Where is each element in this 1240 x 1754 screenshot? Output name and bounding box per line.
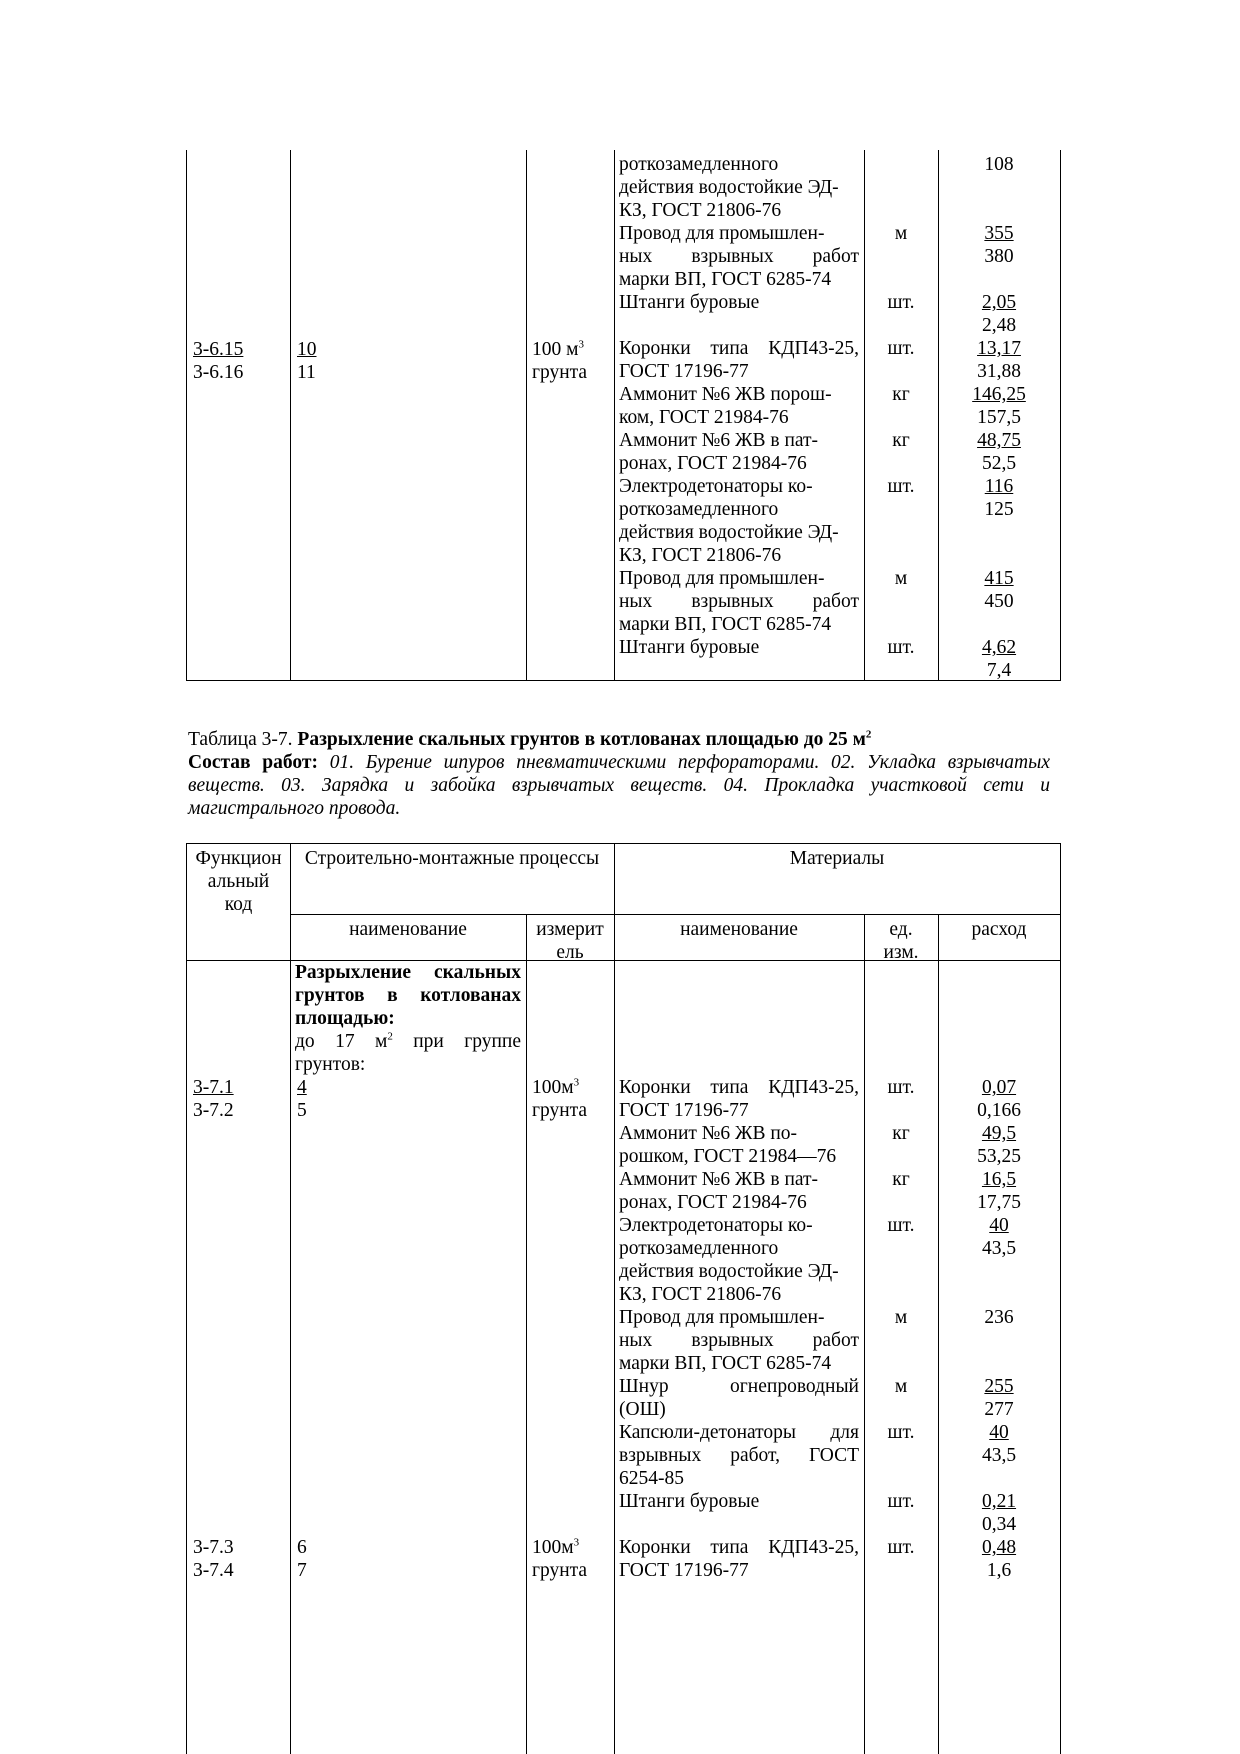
- measure-value: 100 м: [532, 339, 579, 360]
- work-text: 01. Бурение шпуров пневматическими перфораторами. 02. Укладка взрывчатых веществ. 03. Зарядка и забойка взрывчатых веществ. 04. Прокладка участковой сети и магистрального провода.: [188, 752, 1050, 819]
- process-denominator: 5: [297, 1100, 307, 1121]
- unit-cell: м: [894, 1307, 908, 1328]
- material-name-line: Провод для промышлен-: [619, 1307, 825, 1328]
- material-name-line: роткозамедленного: [619, 499, 779, 520]
- consumption-denominator: 2,48: [981, 315, 1017, 336]
- consumption-denominator: 125: [984, 499, 1014, 520]
- functional-code-cell: [193, 1536, 234, 1582]
- header-text: Функцион: [195, 848, 282, 869]
- section-subtitle-line: грунтов:: [295, 1054, 366, 1075]
- consumption-cell: [938, 636, 1060, 682]
- subtitle-pre: до 17 м: [295, 1031, 388, 1052]
- measure-value: 100м: [532, 1537, 574, 1558]
- header-rule: [290, 914, 1060, 915]
- material-name-cell: [619, 1306, 859, 1375]
- caption-title-sup: 2: [865, 728, 872, 741]
- consumption-numerator: 4,62: [981, 637, 1017, 658]
- material-name-cell: [619, 383, 859, 429]
- material-name-cell: [619, 1122, 859, 1168]
- material-name-line: ГОСТ 17196-77: [619, 361, 749, 382]
- material-name-cell: [619, 1076, 859, 1122]
- material-name-cell: [619, 429, 859, 475]
- material-name-line: действия водостойкие ЭД-: [619, 1261, 839, 1282]
- material-name-line: Штанги буровые: [619, 637, 760, 658]
- measure-unit-cell: [532, 338, 587, 384]
- consumption-cell: [938, 1306, 1060, 1329]
- consumption-denominator: 53,25: [977, 1146, 1021, 1167]
- material-name-line: Аммонит №6 ЖВ по-: [619, 1123, 798, 1144]
- material-name-line: КЗ, ГОСТ 21806-76: [619, 200, 782, 221]
- consumption-denominator: 1,6: [986, 1560, 1012, 1581]
- material-name-line: Аммонит №6 ЖВ порош-: [619, 384, 832, 405]
- unit-cell: кг: [892, 430, 910, 451]
- consumption-cell: [938, 1375, 1060, 1421]
- unit-cell: м: [894, 223, 908, 244]
- consumption-numerator: 40: [989, 1215, 1009, 1236]
- unit-cell: шт.: [887, 1537, 915, 1558]
- code-denominator: 3-7.4: [193, 1560, 234, 1581]
- measure-sup: 3: [573, 1076, 580, 1089]
- material-name-line: действия водостойкие ЭД-: [619, 177, 839, 198]
- process-numerator: 10: [297, 339, 317, 360]
- consumption-numerator: 0,07: [981, 1077, 1017, 1098]
- consumption-denominator: 31,88: [977, 361, 1021, 382]
- material-name-line: ронах, ГОСТ 21984-76: [619, 1192, 807, 1213]
- consumption-denominator: 43,5: [981, 1238, 1017, 1259]
- unit-cell: кг: [892, 384, 910, 405]
- material-name-line: Аммонит №6 ЖВ в пат-: [619, 1169, 819, 1190]
- material-name-line: ГОСТ 17196-77: [619, 1100, 749, 1121]
- material-name-line: ком, ГОСТ 21984-76: [619, 407, 789, 428]
- material-name-cell: [619, 222, 859, 291]
- material-name-cell: [619, 1490, 859, 1513]
- consumption-denominator: 277: [984, 1399, 1014, 1420]
- code-denominator: 3-6.16: [193, 362, 244, 383]
- consumption-numerator: 40: [989, 1422, 1009, 1443]
- unit-cell: шт.: [887, 1422, 915, 1443]
- consumption-cell: [938, 1168, 1060, 1214]
- table-caption: [188, 728, 1050, 820]
- measure-sup: 3: [573, 1536, 580, 1549]
- consumption-numerator: 0,21: [981, 1491, 1017, 1512]
- measure-value: 100м: [532, 1077, 574, 1098]
- column-divider: [614, 150, 615, 680]
- unit-cell: шт.: [887, 1215, 915, 1236]
- consumption-denominator: 7,4: [986, 660, 1012, 681]
- consumption-denominator: 52,5: [981, 453, 1017, 474]
- work-label: Состав работ:: [188, 752, 318, 773]
- column-divider: [526, 914, 527, 1754]
- consumption-numerator: 415: [984, 568, 1014, 589]
- consumption-numerator: 355: [984, 223, 1014, 244]
- material-name-cell: [619, 1375, 859, 1421]
- process-numerator: 6: [297, 1537, 307, 1558]
- material-name-line: роткозамедленного: [619, 154, 779, 175]
- process-number-cell: [297, 338, 317, 384]
- consumption-numerator: 48,75: [977, 430, 1021, 451]
- consumption-cell: [938, 153, 1060, 176]
- material-name-line: Аммонит №6 ЖВ в пат-: [619, 430, 819, 451]
- material-name-line: Провод для промышлен-: [619, 223, 825, 244]
- unit-cell: шт.: [887, 338, 915, 359]
- subtitle-post: при группе: [392, 1031, 521, 1052]
- material-name-line: ных взрывных работ: [619, 246, 859, 267]
- header-consumption: расход: [971, 919, 1027, 940]
- material-name-cell: [619, 291, 859, 314]
- material-name-line: ных взрывных работ: [619, 1330, 859, 1351]
- norms-table-3-7: [186, 843, 1061, 1754]
- material-name-line: марки ВП, ГОСТ 6285-74: [619, 614, 832, 635]
- header-unit: [864, 918, 938, 964]
- header-text: ель: [556, 942, 584, 963]
- caption-prefix: Таблица 3-7.: [188, 729, 298, 750]
- consumption-denominator: 157,5: [977, 407, 1021, 428]
- material-name-cell: [619, 1421, 859, 1490]
- section-subtitle-line: [295, 1030, 521, 1053]
- unit-cell: шт.: [887, 1491, 915, 1512]
- material-name-cell: [619, 1168, 859, 1214]
- consumption-numerator: 108: [984, 154, 1014, 175]
- material-name-line: Капсюли-детонаторы для: [619, 1422, 859, 1443]
- material-name-cell: [619, 337, 859, 383]
- code-numerator: 3-7.3: [193, 1537, 234, 1558]
- material-name-line: взрывных работ, ГОСТ: [619, 1445, 859, 1466]
- functional-code-cell: [193, 1076, 234, 1122]
- caption-title-line: [188, 728, 1050, 751]
- consumption-cell: [938, 383, 1060, 429]
- process-numerator: 4: [297, 1077, 307, 1098]
- column-divider: [290, 844, 291, 1754]
- consumption-numerator: 49,5: [981, 1123, 1017, 1144]
- consumption-cell: [938, 1536, 1060, 1582]
- material-name-cell: [619, 153, 859, 222]
- material-name-line: Электродетонаторы ко-: [619, 1215, 813, 1236]
- unit-cell: м: [894, 1376, 908, 1397]
- column-divider: [938, 914, 939, 1754]
- unit-cell: шт.: [887, 637, 915, 658]
- header-text: код: [224, 894, 253, 915]
- process-number-cell: [297, 1076, 307, 1122]
- material-name-line: роткозамедленного: [619, 1238, 779, 1259]
- consumption-cell: [938, 1214, 1060, 1260]
- header-processes: Строительно-монтажные процессы: [304, 848, 600, 869]
- section-title-line: Разрыхление скальных: [295, 962, 521, 983]
- consumption-cell: [938, 1490, 1060, 1536]
- process-denominator: 11: [297, 362, 316, 383]
- consumption-cell: [938, 429, 1060, 475]
- functional-code-cell: [193, 338, 243, 384]
- consumption-denominator: 0,166: [977, 1100, 1021, 1121]
- material-name-line: Коронки типа КДП43-25,: [619, 1537, 859, 1558]
- process-denominator: 7: [297, 1560, 307, 1581]
- column-divider: [290, 150, 291, 680]
- measure-label: грунта: [532, 1560, 588, 1581]
- material-name-cell: [619, 1214, 859, 1306]
- subtitle-sup: 2: [387, 1030, 393, 1043]
- section-title-line: грунтов в котлованах: [295, 985, 521, 1006]
- material-name-line: Электродетонаторы ко-: [619, 476, 813, 497]
- material-name-line: КЗ, ГОСТ 21806-76: [619, 1284, 782, 1305]
- material-name-line: 6254-85: [619, 1468, 684, 1489]
- consumption-cell: [938, 1122, 1060, 1168]
- column-divider: [864, 914, 865, 1754]
- material-name-line: (ОШ): [619, 1399, 666, 1420]
- consumption-denominator: 450: [984, 591, 1014, 612]
- consumption-numerator: 2,05: [981, 292, 1017, 313]
- consumption-cell: [938, 291, 1060, 337]
- unit-cell: м: [894, 568, 908, 589]
- process-number-cell: [297, 1536, 307, 1582]
- consumption-cell: [938, 475, 1060, 521]
- section-title-line: площадью:: [295, 1008, 395, 1029]
- material-name-cell: [619, 567, 859, 636]
- section-title: [295, 961, 521, 1076]
- code-numerator: 3-7.1: [193, 1077, 234, 1098]
- header-functional-code: [187, 847, 290, 916]
- measure-unit-cell: [532, 1536, 587, 1582]
- header-process-name: наименование: [349, 919, 467, 940]
- unit-cell: шт.: [887, 1077, 915, 1098]
- consumption-denominator: 17,75: [977, 1192, 1021, 1213]
- material-name-line: действия водостойкие ЭД-: [619, 522, 839, 543]
- header-materials: Материалы: [789, 848, 885, 869]
- consumption-numerator: 116: [984, 476, 1014, 497]
- consumption-cell: [938, 1421, 1060, 1467]
- material-name-line: Штанги буровые: [619, 292, 760, 313]
- work-composition: [188, 751, 1050, 820]
- material-name-line: ных взрывных работ: [619, 591, 859, 612]
- consumption-numerator: 255: [984, 1376, 1014, 1397]
- material-name-cell: [619, 636, 859, 659]
- code-denominator: 3-7.2: [193, 1100, 234, 1121]
- material-name-line: КЗ, ГОСТ 21806-76: [619, 545, 782, 566]
- consumption-denominator: 43,5: [981, 1445, 1017, 1466]
- consumption-numerator: 13,17: [977, 338, 1021, 359]
- consumption-cell: [938, 337, 1060, 383]
- material-name-cell: [619, 1536, 859, 1582]
- column-divider: [526, 150, 527, 680]
- unit-cell: шт.: [887, 292, 915, 313]
- consumption-numerator: 146,25: [972, 384, 1026, 405]
- measure-unit-cell: [532, 1076, 587, 1122]
- unit-cell: кг: [892, 1123, 910, 1144]
- header-text: ед.: [889, 919, 913, 940]
- norms-table-3-6-continuation: [186, 150, 1061, 681]
- material-name-line: Провод для промышлен-: [619, 568, 825, 589]
- consumption-numerator: 0,48: [981, 1537, 1017, 1558]
- header-material-name: наименование: [680, 919, 798, 940]
- material-name-line: марки ВП, ГОСТ 6285-74: [619, 269, 832, 290]
- material-name-line: Штанги буровые: [619, 1491, 760, 1512]
- material-name-line: Коронки типа КДП43-25,: [619, 338, 859, 359]
- measure-label: грунта: [532, 1100, 588, 1121]
- consumption-numerator: 16,5: [981, 1169, 1017, 1190]
- header-text: альный: [207, 871, 270, 892]
- material-name-line: Шнур огнепроводный: [619, 1376, 859, 1397]
- material-name-line: ГОСТ 17196-77: [619, 1560, 749, 1581]
- header-meter: [526, 918, 614, 964]
- unit-cell: кг: [892, 1169, 910, 1190]
- consumption-denominator: 380: [984, 246, 1014, 267]
- consumption-cell: [938, 222, 1060, 268]
- consumption-numerator: 236: [984, 1307, 1014, 1328]
- unit-cell: шт.: [887, 476, 915, 497]
- material-name-cell: [619, 475, 859, 567]
- material-name-line: марки ВП, ГОСТ 6285-74: [619, 1353, 832, 1374]
- material-name-line: ронах, ГОСТ 21984-76: [619, 453, 807, 474]
- consumption-cell: [938, 567, 1060, 613]
- material-name-line: Коронки типа КДП43-25,: [619, 1077, 859, 1098]
- consumption-cell: [938, 1076, 1060, 1122]
- consumption-denominator: 0,34: [981, 1514, 1017, 1535]
- caption-title: Разрыхление скальных грунтов в котлованах площадью до 25 м: [297, 729, 866, 750]
- column-divider: [614, 844, 615, 1754]
- measure-label: грунта: [532, 362, 588, 383]
- measure-sup: 3: [578, 338, 584, 351]
- header-text: изм.: [883, 942, 919, 963]
- material-name-line: рошком, ГОСТ 21984—76: [619, 1146, 837, 1167]
- header-text: измерит: [536, 919, 604, 940]
- code-numerator: 3-6.15: [193, 339, 244, 360]
